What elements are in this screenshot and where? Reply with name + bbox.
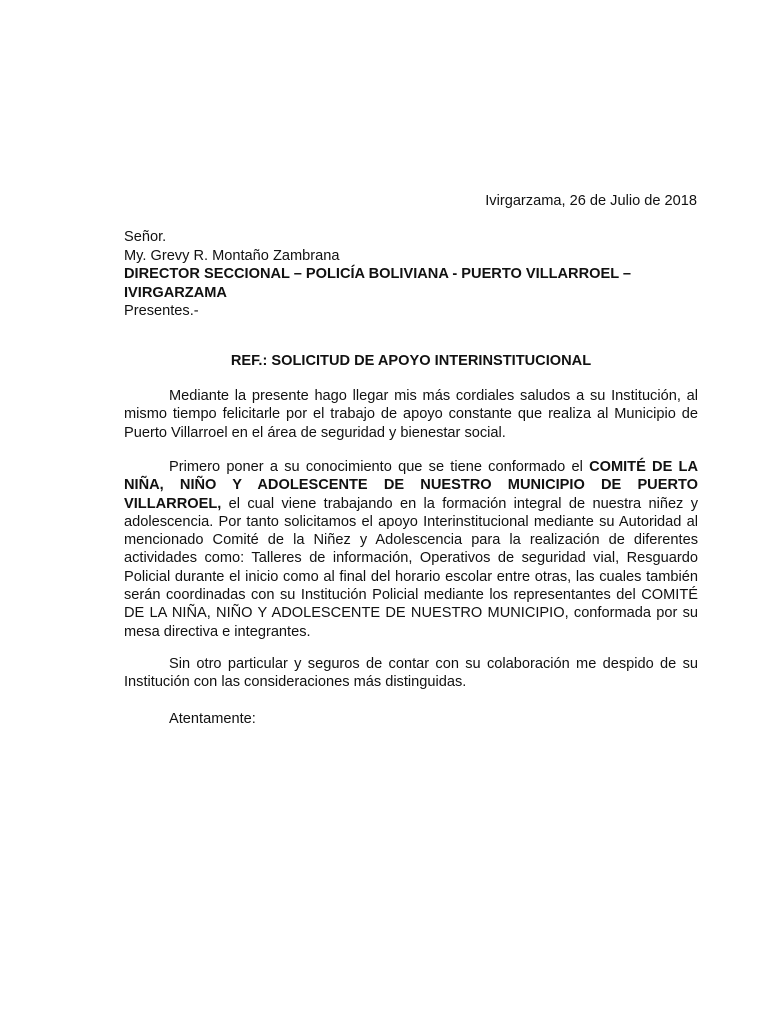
presentes: Presentes.- <box>124 303 199 319</box>
paragraph-request <box>124 458 698 641</box>
paragraph-request-body: el cual viene trabajando en la formación integral de nuestra niñez y adolescencia. Por tanto solicitamos el apoyo Interinstitucional mediante su Autoridad al mencionado Comité de la Niñez y Adolescencia para la realización de diferentes actividades como: Talleres de información, Operativos de seguridad vial, Resguardo Policial durante el inicio como al final del horario escolar entre otras, las cuales también serán coordinadas con su Institución Policial mediante los representantes del COMITÉ DE LA NIÑA, NIÑO Y ADOLESCENTE DE NUESTRO MUNICIPIO, conformada por su mesa directiva e integrantes. <box>124 495 698 640</box>
committee-name-bold: COMITÉ DE LA NIÑA, NIÑO Y ADOLESCENTE DE NUESTRO MUNICIPIO DE PUERTO VILLARROEL, <box>124 459 698 512</box>
paragraph-request-intro: Primero poner a su conocimiento que se tiene conformado el <box>169 459 590 475</box>
closing-text: Atentamente: <box>169 711 256 727</box>
recipient-block <box>124 228 698 321</box>
letter-date: Ivirgarzama, 26 de Julio de 2018 <box>485 193 697 209</box>
recipient-name: My. Grevy R. Montaño Zambrana <box>124 247 340 264</box>
salutation: Señor. <box>124 229 167 245</box>
recipient-title-line1: DIRECTOR SECCIONAL – POLICÍA BOLIVIANA - PUERTO VILLARROEL – <box>124 266 632 282</box>
paragraph-greeting: Mediante la presente hago llegar mis más cordiales saludos a su Institución, al mismo tiempo felicitarle por el trabajo de apoyo constante que realiza al Municipio de Puerto Villarroel en el área de seguridad y bienestar social. <box>124 388 698 441</box>
reference-line: REF.: SOLICITUD DE APOYO INTERINSTITUCIONAL <box>230 353 592 369</box>
recipient-title-line2: IVIRGARZAMA <box>124 284 227 301</box>
paragraph-farewell: Sin otro particular y seguros de contar con su colaboración me despido de su Institución con las consideraciones más distinguidas. <box>124 656 698 691</box>
